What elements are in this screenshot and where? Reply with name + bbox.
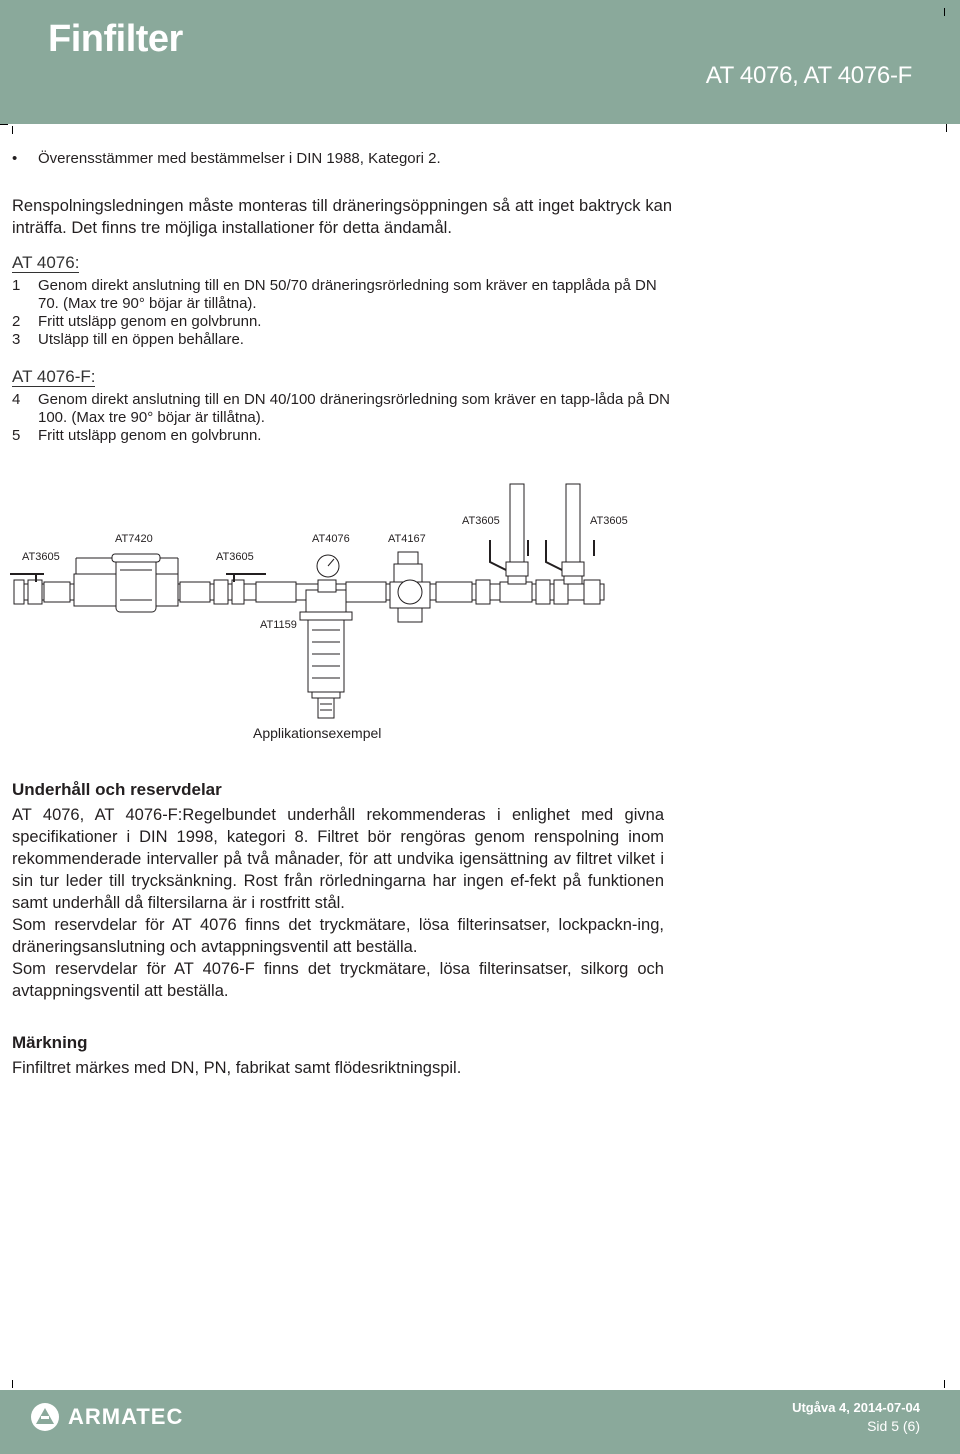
marking-text: Finfiltret märkes med DN, PN, fabrikat samt flödesriktningspil. [12,1059,462,1077]
crop-mark [946,124,947,132]
edition-text: Utgåva 4, 2014-07-04 [792,1400,920,1415]
logo-text: ARMATEC [68,1404,184,1429]
maintenance-heading: Underhåll och reservdelar [12,780,222,799]
page-header [0,0,960,124]
page-title: Finfilter [48,18,183,60]
armatec-logo-icon [30,1402,60,1432]
at4076f-group [12,367,672,445]
label-at4167: AT4167 [388,533,426,545]
list-item [12,277,672,313]
at4076f-heading-text: AT 4076-F: [12,367,96,386]
maintenance-p1: AT 4076, AT 4076-F:Regelbundet underhåll rekommenderas i enlighet med givna specifikationer i DIN 1998, kategori 8. Filtret bör rengöras genom renspolning inom rekommenderade intervaller på två månader, för att undvika igensättning av filtret vilket i sin tur leder till trycksänkning. Rost från rörledningarna har ingen ef-fekt på funktionen samt underhåll då filtersilarna är i rostfritt stål. [12,806,664,912]
page-subtitle: AT 4076, AT 4076-F [705,62,912,89]
at4076-group [12,253,672,349]
diagram-caption: Applikationsexempel [253,725,382,741]
label-at3605-r1: AT3605 [462,515,500,527]
item-number: 4 [12,391,21,408]
crop-mark [0,124,8,125]
item-text: Genom direkt anslutning till en DN 40/100 dräneringsrörledning som kräver en tapp-låda på DN 100. (Max tre 90° böjar är tillåtna). [38,391,671,426]
page-number: Sid 5 (6) [867,1418,920,1434]
intro-bullet [12,150,672,167]
intro-section [12,150,672,463]
bullet-dot: • [12,150,18,167]
filter-unit [300,555,352,718]
branch-pipes [506,484,584,584]
armatec-logo [30,1402,183,1432]
page-footer [0,1390,960,1454]
item-number: 2 [12,313,21,330]
label-at1159: AT1159 [260,619,297,631]
item-number: 5 [12,427,21,444]
list-item [12,427,672,445]
crop-mark [944,8,945,16]
crop-mark [12,1380,13,1388]
label-at3605-left: AT3605 [22,551,60,563]
list-item [12,313,672,331]
intro-bullet-text: Överensstämmer med bestämmelser i DIN 1988, Kategori 2. [38,150,441,167]
label-at3605-mid: AT3605 [216,551,254,563]
marking-heading: Märkning [12,1033,88,1052]
item-text: Genom direkt anslutning till en DN 50/70 dräneringsrörledning som kräver en tapplåda på DN 70. (Max tre 90° böjar är tillåtna). [38,277,657,312]
at4076-heading-text: AT 4076: [12,253,80,272]
label-at4076: AT4076 [312,533,350,545]
item-number: 1 [12,277,21,294]
maintenance-section [12,780,664,1002]
item-text: Utsläpp till en öppen behållare. [38,331,244,348]
list-item [12,331,672,349]
marking-section [12,1033,664,1078]
item-text: Fritt utsläpp genom en golvbrunn. [38,427,262,444]
intro-paragraph: Renspolningsledningen måste monteras till dräneringsöppningen så att inget baktryck kan inträffa. Det finns tre möjliga installationer för detta ändamål. [12,197,672,237]
list-item [12,391,672,427]
maintenance-p3: Som reservdelar för AT 4076-F finns det tryckmätare, lösa filterinsatser, silkorg och avtappningsventil att beställa. [12,960,664,1000]
item-number: 3 [12,331,21,348]
application-diagram [0,470,672,770]
water-meter [74,554,178,612]
crop-mark [944,1380,945,1388]
label-at7420: AT7420 [115,533,153,545]
crop-mark [12,126,13,134]
pressure-reducer [390,552,430,622]
maintenance-p2: Som reservdelar för AT 4076 finns det tryckmätare, lösa filterinsatser, lockpackn-ing, dräneringsanslutning och avtappningsventil att beställa. [12,916,664,956]
label-at3605-r2: AT3605 [590,515,628,527]
item-text: Fritt utsläpp genom en golvbrunn. [38,313,262,330]
at4076f-heading [12,367,672,387]
at4076-heading [12,253,672,273]
